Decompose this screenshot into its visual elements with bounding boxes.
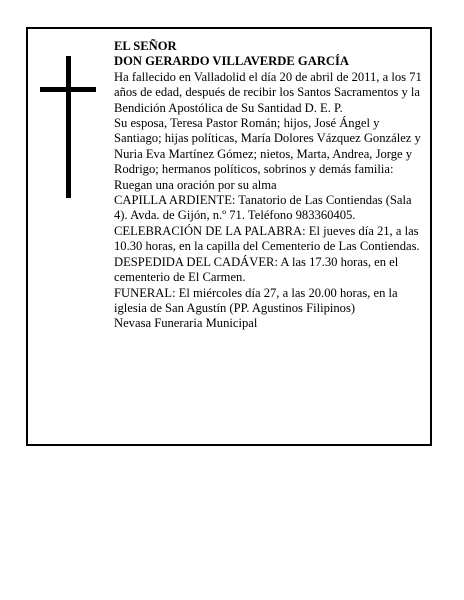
- farewell-info: DESPEDIDA DEL CADÁVER: A las 17.30 horas, en el cementerio de El Carmen.: [114, 254, 399, 285]
- deceased-name: DON GERARDO VILLAVERDE GARCÍA: [114, 54, 350, 69]
- funeral-info: FUNERAL: El miércoles día 27, a las 20.00 horas, en la iglesia de San Agustín (PP. Agustinos Filipinos): [114, 285, 398, 315]
- cross-horizontal-bar: [40, 87, 96, 92]
- funeral-home: Nevasa Funeraria Municipal: [114, 316, 258, 331]
- heading-title: EL SEÑOR: [114, 39, 177, 53]
- death-announcement: Ha fallecido en Valladolid el día 20 de abril de 2011, a los 71 años de edad, después de recibir los Santos Sacramentos y la Bendición Apostólica de Su Santidad D. E. P.: [114, 69, 422, 115]
- prayer-request: Ruegan una oración por su alma: [114, 177, 277, 192]
- family-list: Su esposa, Teresa Pastor Román; hijos, José Ángel y Santiago; hijas políticas, María Dolores Vázquez González y Nuria Eva Martínez Gómez; nietos, Marta, Andrea, Jorge y Rodrigo; hermanos políticos, sobrinos y demás familia:: [114, 116, 421, 177]
- obituary-notice: [26, 27, 432, 446]
- celebration-info: CELEBRACIÓN DE LA PALABRA: El jueves día 21, a las 10.30 horas, en la capilla del Cementerio de Las Contiendas.: [114, 223, 420, 254]
- cross-vertical-bar: [66, 56, 71, 198]
- notice-text: [114, 39, 422, 332]
- cross-icon: [40, 56, 96, 198]
- chapel-info: CAPILLA ARDIENTE: Tanatorio de Las Contiendas (Sala 4). Avda. de Gijón, n.º 71. Teléfono 983360405.: [114, 193, 412, 223]
